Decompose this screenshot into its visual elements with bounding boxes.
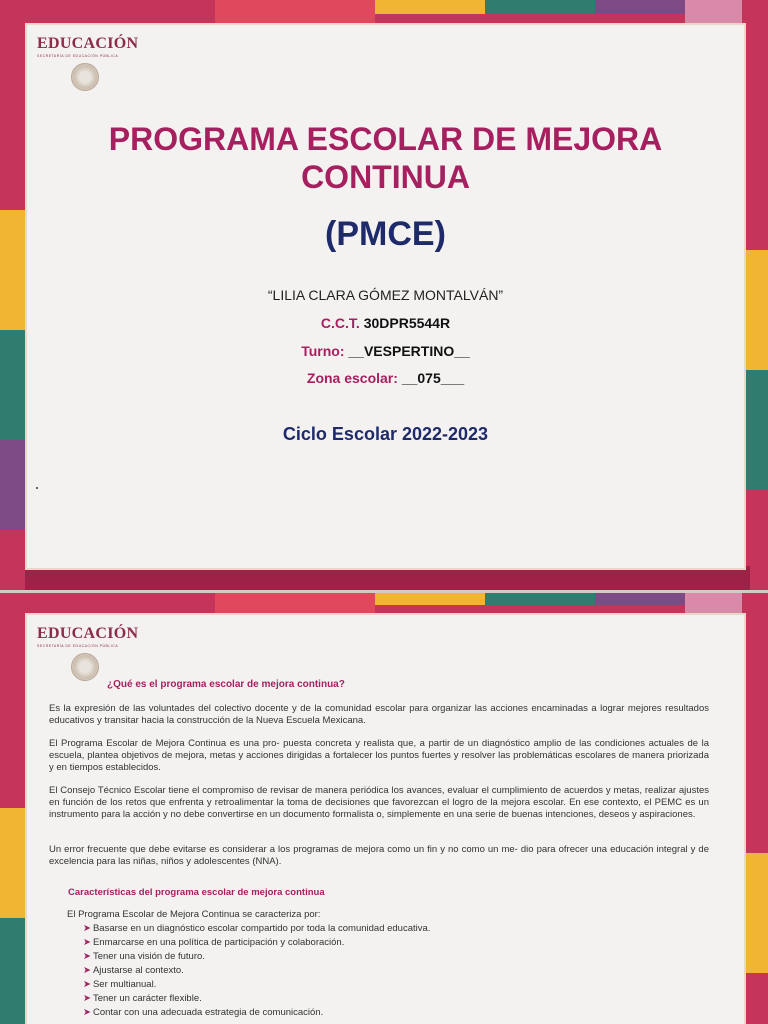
arrow-icon: ➤ — [83, 965, 91, 976]
top-block-yellow — [375, 0, 485, 14]
turno-row — [27, 343, 744, 359]
top-block-yellow — [375, 593, 485, 605]
program-acronym: (PMCE) — [325, 215, 446, 253]
program-title: PROGRAMA ESCOLAR DE MEJORA CONTINUA — [108, 121, 663, 195]
left-block-purple — [0, 440, 25, 530]
list-item: ➤ Ser multianual. — [83, 979, 157, 990]
cct-row — [27, 315, 744, 331]
left-block-yellow — [0, 808, 25, 918]
features-heading: Características del programa escolar de mejora continua — [68, 887, 325, 898]
top-block-teal — [485, 593, 595, 605]
arrow-icon: ➤ — [83, 951, 91, 962]
paragraph-4: Un error frecuente que debe evitarse es considerar a los programas de mejora como un fin y no como un me- dio para ofrecer una educación integral y de excelencia para las niñas, niños y adolescentes (NNA). — [49, 844, 709, 867]
top-block-red — [215, 593, 375, 613]
school-name: “LILIA CLARA GÓMEZ MONTALVÁN” — [267, 287, 504, 303]
list-item: ➤ Tener una visión de futuro. — [83, 951, 205, 962]
school-year: Ciclo Escolar 2022-2023 — [282, 424, 489, 444]
arrow-icon: ➤ — [83, 993, 91, 1004]
zona-value: __075___ — [401, 370, 465, 386]
national-seal-icon — [71, 63, 99, 91]
list-item: ➤ Contar con una adecuada estrategia de comunicación. — [83, 1007, 324, 1018]
top-block-teal — [485, 0, 595, 14]
arrow-icon: ➤ — [83, 979, 91, 990]
arrow-icon: ➤ — [83, 1007, 91, 1018]
national-seal-icon — [71, 653, 99, 681]
logo-wordmark: EDUCACIÓN — [37, 35, 139, 52]
left-block-teal — [0, 918, 25, 1024]
arrow-icon: ➤ — [83, 923, 91, 934]
features-intro: El Programa Escolar de Mejora Continua se caracteriza por: — [67, 909, 321, 920]
list-item: ➤ Basarse en un diagnóstico escolar compartido por toda la comunidad educativa. — [83, 923, 431, 934]
logo-subtitle: SECRETARÍA DE EDUCACIÓN PÚBLICA — [37, 644, 119, 648]
top-block-purple — [595, 593, 685, 605]
question-heading: ¿Qué es el programa escolar de mejora continua? — [107, 679, 345, 690]
top-block-purple — [595, 0, 685, 14]
paragraph-1: Es la expresión de las voluntades del colectivo docente y de la comunidad escolar para organizar las acciones encaminadas a lograr mejores resultados educativos y transitar hacia la construcción de la Nueva Escuela Mexicana. — [49, 703, 709, 726]
stray-dot — [36, 487, 38, 489]
features-list — [67, 908, 430, 1020]
education-logo — [37, 35, 138, 91]
zona-label: Zona escolar: — [306, 370, 398, 386]
paragraph-2: El Programa Escolar de Mejora Continua es una pro- puesta concreta y realista que, a partir de un diagnóstico amplio de las condiciones actuales de la escuela, plantea objetivos de mejora, metas y acciones dirigidas a fortalecer los puntos fuertes y resolver las problemáticas escolares de manera priorizada y en tiempos establecidos. — [49, 738, 709, 773]
education-logo — [37, 625, 138, 681]
content-card — [25, 613, 746, 1024]
zona-row — [27, 370, 744, 386]
cct-label: C.C.T. — [320, 315, 360, 331]
turno-value: __VESPERTINO__ — [348, 343, 470, 359]
arrow-icon: ➤ — [83, 937, 91, 948]
paragraph-3: El Consejo Técnico Escolar tiene el compromiso de revisar de manera periódica los avances, evaluar el cumplimiento de acuerdos y metas, realizar ajustes en función de los retos que enfrenta y retroalimentar la toma de decisiones que favorezcan el logro de la mejora escolar. En ese contexto, el PEMC es un instrumento para la acción y no debe convertirse en un documento formalista o, simplemente en una serie de buenas intenciones, deseos y aspiraciones. — [49, 785, 709, 820]
turno-label: Turno: — [301, 343, 345, 359]
logo-wordmark: EDUCACIÓN — [37, 625, 139, 642]
logo-subtitle: SECRETARÍA DE EDUCACIÓN PÚBLICA — [37, 54, 119, 58]
cct-value: 30DPR5544R — [363, 315, 451, 331]
list-item: ➤ Ajustarse al contexto. — [83, 965, 184, 976]
left-block-yellow — [0, 210, 25, 330]
list-item: ➤ Enmarcarse en una política de participación y colaboración. — [83, 937, 345, 948]
cover-card — [25, 23, 746, 570]
content-page — [0, 593, 768, 1024]
top-block-red — [215, 0, 375, 23]
left-block-teal — [0, 330, 25, 440]
list-item: ➤ Tener un carácter flexible. — [83, 993, 202, 1004]
